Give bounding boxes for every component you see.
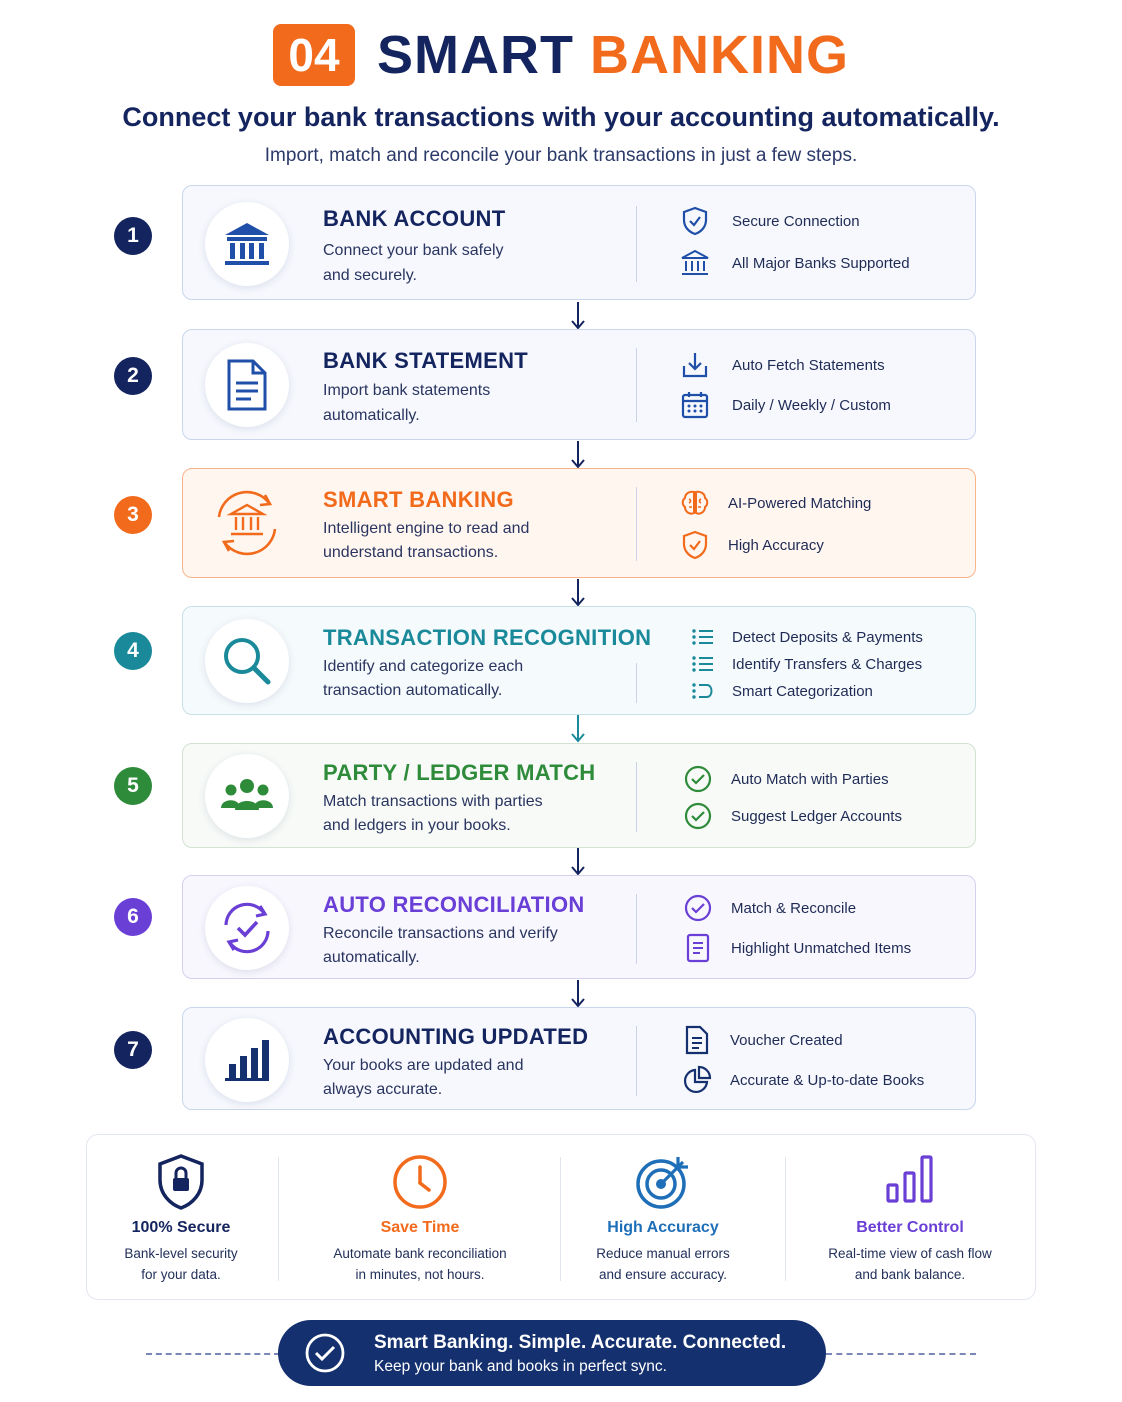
step-title: SMART BANKING — [323, 487, 514, 512]
title-smart: SMART — [377, 25, 574, 85]
step-title: TRANSACTION RECOGNITION — [323, 625, 652, 650]
shield-check-icon — [680, 206, 710, 236]
feature-label: AI-Powered Matching — [728, 494, 872, 512]
bank-small-icon — [680, 248, 710, 278]
step-description: Reconcile transactions and verify automatically. — [323, 925, 558, 966]
step-card — [182, 606, 976, 715]
step-title: PARTY / LEDGER MATCH — [323, 760, 596, 785]
benefit-description-line: for your data. — [141, 1267, 221, 1282]
card-divider — [636, 487, 637, 561]
benefit-divider — [278, 1157, 279, 1281]
card-divider — [636, 894, 637, 964]
document-lines-icon — [682, 1025, 712, 1055]
document-lines-icon — [683, 933, 713, 963]
feature-item — [688, 649, 922, 679]
feature-label: Voucher Created — [730, 1031, 843, 1049]
step-title: BANK STATEMENT — [323, 348, 529, 373]
bars-icon — [809, 1153, 1011, 1215]
step-title: AUTO RECONCILIATION — [323, 892, 585, 917]
feature-label: Daily / Weekly / Custom — [732, 396, 891, 414]
arrow-down-icon — [569, 714, 587, 744]
step-card — [182, 875, 976, 979]
step-card — [182, 1007, 976, 1110]
step-description: Identify and categorize each transaction automatically. — [323, 658, 524, 699]
feature-label: Smart Categorization — [732, 682, 873, 700]
users-icon — [205, 754, 289, 838]
sync-check-icon — [205, 886, 289, 970]
feature-item — [680, 488, 871, 518]
feature-item — [683, 764, 889, 794]
title-banking: BANKING — [590, 25, 849, 85]
brain-icon — [680, 488, 710, 518]
title-row — [0, 22, 1122, 88]
step-description: Your books are updated and always accurate. — [323, 1057, 524, 1098]
feature-label: High Accuracy — [728, 536, 824, 554]
feature-item — [688, 676, 873, 706]
clock-icon — [309, 1153, 531, 1215]
step-title: ACCOUNTING UPDATED — [323, 1024, 589, 1049]
benefit-divider — [560, 1157, 561, 1281]
list-check-icon — [688, 676, 718, 706]
step-description: Intelligent engine to read and understand transactions. — [323, 520, 530, 561]
benefit-secure — [87, 1135, 275, 1301]
step-number-badge: 2 — [114, 357, 152, 395]
feature-label: All Major Banks Supported — [732, 254, 910, 272]
step-card — [182, 329, 976, 440]
step-number-badge: 6 — [114, 898, 152, 936]
feature-label: Highlight Unmatched Items — [731, 939, 912, 957]
benefit-description — [809, 1243, 1011, 1285]
footer-headline: Smart Banking. Simple. Accurate. Connected. — [374, 1332, 787, 1353]
benefit-description — [563, 1243, 763, 1285]
feature-item — [680, 206, 860, 236]
page-title — [377, 24, 849, 86]
page-subtitle: Connect your bank transactions with your accounting automatically. — [122, 102, 1000, 132]
footer-dashed-line-right — [826, 1353, 976, 1355]
footer-banner — [278, 1320, 826, 1386]
arrow-down-icon — [569, 979, 587, 1009]
target-icon — [563, 1153, 763, 1215]
shield-check-icon — [680, 530, 710, 560]
feature-item — [680, 248, 910, 278]
step-card — [182, 743, 976, 848]
arrow-down-icon — [569, 578, 587, 608]
arrow-down-icon — [569, 301, 587, 331]
benefit-divider — [785, 1157, 786, 1281]
feature-item — [680, 530, 824, 560]
arrow-down-icon — [569, 440, 587, 470]
feature-label: Detect Deposits & Payments — [732, 628, 923, 646]
check-circle-icon — [304, 1332, 346, 1374]
feature-item — [683, 893, 856, 923]
lock-shield-icon — [87, 1153, 275, 1215]
benefits-panel — [86, 1134, 1036, 1300]
footer-subline: Keep your bank and books in perfect sync. — [374, 1358, 667, 1375]
step-number-badge: 1 — [114, 217, 152, 255]
step-description: Match transactions with parties and ledgers in your books. — [323, 793, 543, 834]
page-tagline: Import, match and reconcile your bank transactions in just a few steps. — [264, 145, 858, 166]
benefit-description-line: and ensure accuracy. — [598, 1267, 728, 1282]
feature-label: Accurate & Up-to-date Books — [730, 1071, 925, 1089]
benefit-description-line: Automate bank reconciliation — [333, 1246, 507, 1261]
step-card — [182, 185, 976, 300]
feature-label: Secure Connection — [732, 212, 860, 230]
header — [0, 22, 1122, 167]
benefit-description — [87, 1243, 275, 1285]
benefit-description — [309, 1243, 531, 1285]
feature-label: Suggest Ledger Accounts — [731, 807, 902, 825]
step-number-badge: 5 — [114, 767, 152, 805]
feature-item — [682, 1025, 843, 1055]
benefit-high-accuracy — [563, 1135, 763, 1301]
card-divider — [636, 206, 637, 282]
card-divider — [636, 762, 637, 832]
step-card — [182, 468, 976, 578]
check-circle-icon — [683, 801, 713, 831]
card-divider — [636, 663, 637, 703]
step-number-badge: 3 — [114, 496, 152, 534]
feature-item — [688, 622, 923, 652]
feature-item — [683, 801, 902, 831]
feature-label: Identify Transfers & Charges — [732, 655, 923, 673]
benefit-save-time — [309, 1135, 531, 1301]
card-divider — [636, 348, 637, 422]
feature-item — [683, 933, 911, 963]
list-icon — [688, 622, 718, 652]
download-icon — [680, 350, 710, 380]
benefit-title: Save Time — [380, 1219, 460, 1236]
calendar-icon — [680, 390, 710, 420]
benefit-description-line: in minutes, not hours. — [355, 1267, 485, 1282]
bar-chart-icon — [205, 1018, 289, 1102]
feature-item — [680, 350, 885, 380]
card-divider — [636, 1026, 637, 1096]
check-circle-icon — [683, 764, 713, 794]
step-number-badge: 7 — [114, 1031, 152, 1069]
check-circle-icon — [683, 893, 713, 923]
bank-icon — [205, 202, 289, 286]
benefit-description-line: and bank balance. — [854, 1267, 966, 1282]
pie-chart-icon — [682, 1065, 712, 1095]
step-description: Import bank statements automatically. — [323, 382, 491, 424]
bank-sync-icon — [205, 481, 289, 565]
feature-label: Auto Fetch Statements — [732, 356, 885, 374]
arrow-down-icon — [569, 847, 587, 877]
benefit-title: 100% Secure — [131, 1219, 231, 1236]
feature-item — [680, 390, 891, 420]
step-description: Connect your bank safely and securely. — [323, 242, 504, 284]
section-number-badge: 04 — [273, 24, 355, 86]
feature-label: Match & Reconcile — [731, 899, 857, 917]
footer-dashed-line-left — [146, 1353, 280, 1355]
search-icon — [205, 619, 289, 703]
feature-label: Auto Match with Parties — [731, 770, 889, 788]
list-icon — [688, 649, 718, 679]
benefit-description-line: Bank-level security — [124, 1246, 238, 1261]
step-number-badge: 4 — [114, 632, 152, 670]
benefit-description-line: Real-time view of cash flow — [828, 1246, 992, 1261]
benefit-title: Better Control — [856, 1219, 964, 1236]
feature-item — [682, 1065, 924, 1095]
benefit-title: High Accuracy — [607, 1219, 719, 1236]
benefit-description-line: Reduce manual errors — [596, 1246, 730, 1261]
benefit-better-control — [809, 1135, 1011, 1301]
document-icon — [205, 343, 289, 427]
step-title: BANK ACCOUNT — [323, 206, 506, 231]
